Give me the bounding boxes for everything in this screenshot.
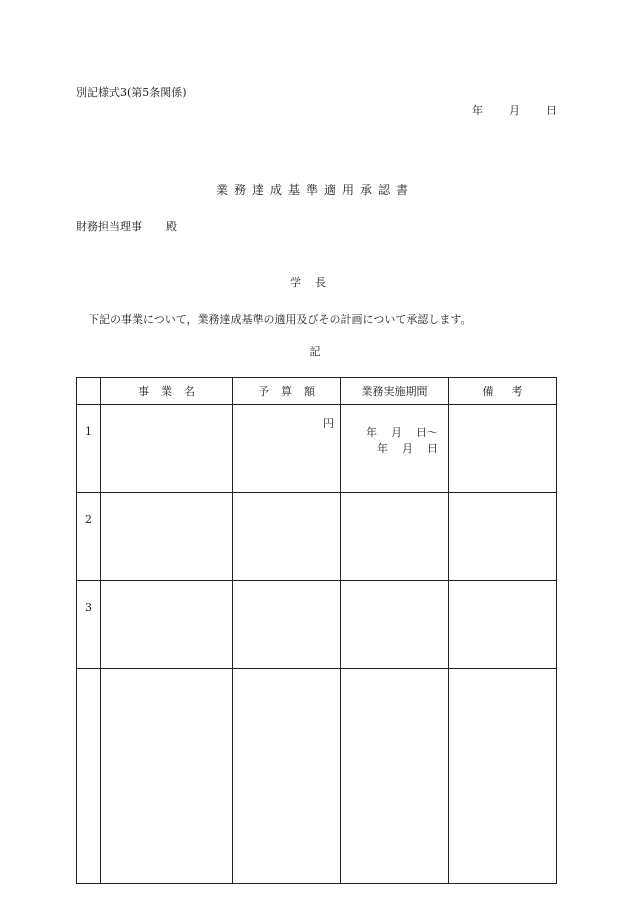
- header-period: 業務実施期間: [341, 378, 449, 405]
- document-title: 業務達成基準適用承認書: [215, 183, 414, 197]
- date-year: 年: [472, 104, 483, 117]
- period-start-day: 日〜: [416, 426, 438, 439]
- period-end-year: 年: [377, 442, 388, 455]
- remarks-cell[interactable]: [449, 405, 557, 493]
- header-project-name: 事業名: [101, 378, 233, 405]
- row-number: 2: [77, 493, 101, 581]
- period-cell[interactable]: [341, 493, 449, 581]
- period-start: [341, 425, 438, 441]
- budget-cell[interactable]: [233, 669, 341, 884]
- project-name-cell[interactable]: [101, 405, 233, 493]
- remarks-cell[interactable]: [449, 493, 557, 581]
- row-number: 3: [77, 581, 101, 669]
- table-row: [77, 669, 557, 884]
- period-end-month: 月: [402, 442, 413, 455]
- yen-unit: 円: [323, 417, 334, 430]
- table-row: [77, 581, 557, 669]
- ki-heading: 記: [309, 345, 321, 358]
- remarks-cell[interactable]: [449, 581, 557, 669]
- table-row: [77, 405, 557, 493]
- date-month: 月: [509, 104, 520, 117]
- budget-cell[interactable]: [233, 405, 341, 493]
- table-header-row: [77, 378, 557, 405]
- period-cell[interactable]: [341, 581, 449, 669]
- project-name-cell[interactable]: [101, 581, 233, 669]
- period-end-day: 日: [427, 442, 438, 455]
- budget-cell[interactable]: [233, 493, 341, 581]
- addressee-name: 財務担当理事: [76, 220, 142, 233]
- header-no: [77, 378, 101, 405]
- remarks-cell[interactable]: [449, 669, 557, 884]
- table-row: [77, 493, 557, 581]
- date-line: [472, 102, 557, 118]
- project-name-cell[interactable]: [101, 493, 233, 581]
- period-start-month: 月: [391, 426, 402, 439]
- period-start-year: 年: [366, 426, 377, 439]
- budget-cell[interactable]: [233, 581, 341, 669]
- header-remarks: 備考: [449, 378, 557, 405]
- form-number: 別記様式3(第5条関係): [76, 86, 187, 99]
- addressee-honorific: 殿: [166, 220, 177, 233]
- body-text: 下記の事業について，業務達成基準の適用及びその計画について承認します。: [88, 313, 472, 326]
- project-table: [76, 377, 557, 884]
- project-name-cell[interactable]: [101, 669, 233, 884]
- period-end: [341, 441, 438, 457]
- addressee: [76, 218, 177, 234]
- date-day: 日: [546, 104, 557, 117]
- period-cell[interactable]: [341, 405, 449, 493]
- row-number: [77, 669, 101, 884]
- row-number: 1: [77, 405, 101, 493]
- header-budget: 予算額: [233, 378, 341, 405]
- period-cell[interactable]: [341, 669, 449, 884]
- issuer: 学長: [290, 276, 340, 289]
